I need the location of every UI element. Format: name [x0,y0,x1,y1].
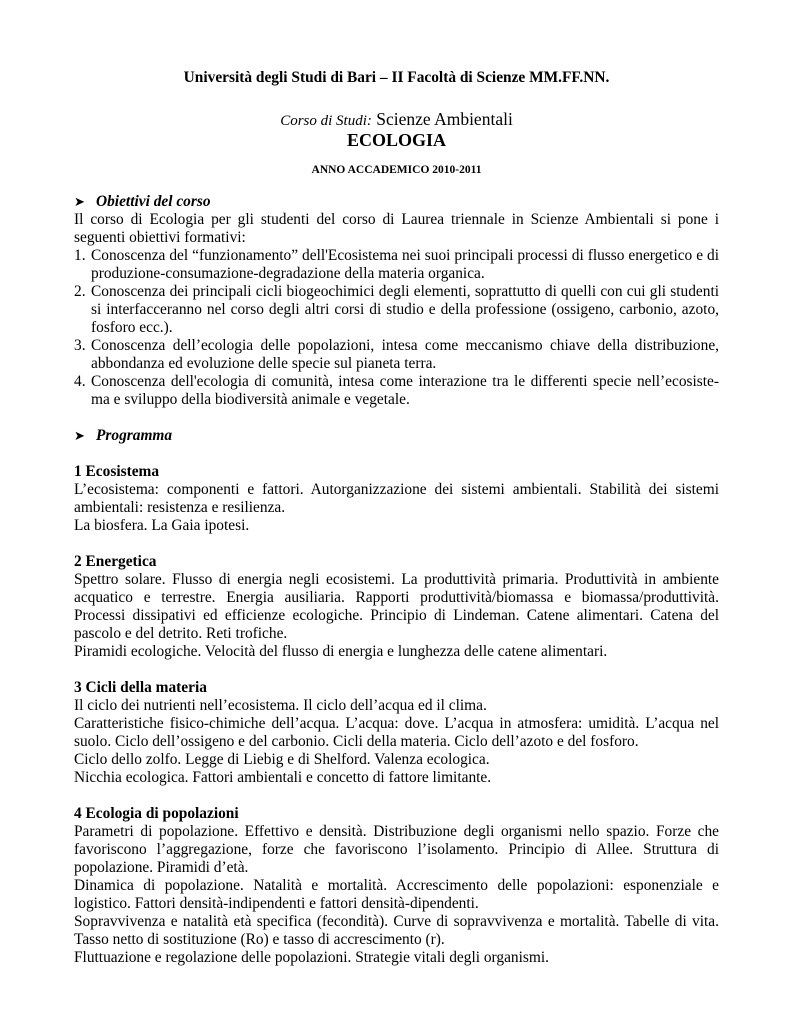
list-item-text: Conoscenza dell'ecologia di comunità, intesa come interazione tra le differenti specie nell’ecosiste-ma e sviluppo della biodiversità animale e vegetale. [91,373,719,408]
list-item-number: 4. [74,373,86,390]
section-paragraph: Ciclo dello zolfo. Legge di Liebig e di Shelford. Valenza ecologica. [74,751,490,768]
list-item-text: Conoscenza dell’ecologia delle popolazioni, intesa come meccanismo chiave della distribuzione, abbondanza ed evoluzione delle specie sul pianeta terra. [91,337,719,372]
section-paragraph: La biosfera. La Gaia ipotesi. [74,517,250,534]
subject-title: ECOLOGIA [346,130,447,150]
section-paragraph: Parametri di popolazione. Effettivo e densità. Distribuzione degli organismi nello spazio. Forze che favoriscono l’aggregazione, forze che favoriscono l’isolamento. Principio di Allee. Struttura di popolazione. Piramidi d’età. [74,823,719,876]
section-ecosistema [74,463,719,535]
objectives-list [74,247,719,409]
section-energetica [74,553,719,661]
arrow-bullet-icon: ➤ [74,194,85,209]
list-item-text: Conoscenza dei principali cicli biogeochimici degli elementi, soprattutto di quelli con cui gli studenti si interfacceranno nel corso degli altri corsi di studio e della professione (ossigeno, carbonio, azoto, fosforo ecc.). [91,283,719,336]
section-title: 2 Energetica [74,553,157,570]
program-heading [74,427,719,445]
list-item [74,373,719,409]
list-item-number: 1. [74,247,86,264]
document-body [74,193,719,967]
objectives-heading [74,193,719,211]
course-line [74,109,719,132]
section-cicli-materia [74,679,719,787]
section-paragraph: Fluttuazione e regolazione delle popolazioni. Strategie vitali degli organismi. [74,949,549,966]
course-name: Scienze Ambientali [376,109,513,129]
program-title: Programma [96,427,173,444]
section-title: 3 Cicli della materia [74,679,207,696]
list-item [74,247,719,283]
section-paragraph: Sopravvivenza e natalità età specifica (fecondità). Curve di sopravvivenza e mortalità. Tabelle di vita. Tasso netto di sostituzione (Ro) e tasso di accrescimento (r). [74,913,719,948]
section-paragraph: Piramidi ecologiche. Velocità del flusso di energia e lunghezza delle catene alimentari. [74,643,608,660]
list-item [74,337,719,373]
course-label: Corso di Studi: [280,113,372,129]
arrow-bullet-icon: ➤ [74,428,85,443]
section-paragraph: Dinamica di popolazione. Natalità e mortalità. Accrescimento delle popolazioni: esponenziale e logistico. Fattori densità-indipendenti e fattori densità-dipendenti. [74,877,719,912]
section-ecologia-popolazioni [74,805,719,967]
section-paragraph: Nicchia ecologica. Fattori ambientali e concetto di fattore limitante. [74,769,492,786]
section-title: 1 Ecosistema [74,463,160,480]
university-heading: Università degli Studi di Bari – II Facoltà di Scienze MM.FF.NN. [183,69,610,86]
objectives-intro: Il corso di Ecologia per gli studenti del corso di Laurea triennale in Scienze Ambientali si pone i seguenti obiettivi formativi: [74,211,719,246]
section-paragraph: L’ecosistema: componenti e fattori. Autorganizzazione dei sistemi ambientali. Stabilità dei sistemi ambientali: resistenza e resilienza. [74,481,719,516]
section-paragraph: Il ciclo dei nutrienti nell’ecosistema. Il ciclo dell’acqua ed il clima. [74,697,487,714]
academic-year: ANNO ACCADEMICO 2010-2011 [311,164,482,176]
section-title: 4 Ecologia di popolazioni [74,805,239,822]
list-item-number: 2. [74,283,86,300]
section-paragraph: Spettro solare. Flusso di energia negli ecosistemi. La produttività primaria. Produttività in ambiente acquatico e terrestre. Energia ausiliaria. Rapporti produttività/biomassa e biomassa/produttività. Processi dissipativi ed efficienze ecologiche. Principio di Lindeman. Catene alimentari. Catena del pascolo e del detrito. Reti trofiche. [74,571,719,642]
list-item-text: Conoscenza del “funzionamento” dell'Ecosistema nei suoi principali processi di flusso energetico e di produzione-consumazione-degradazione della materia organica. [91,247,719,282]
objectives-title: Obiettivi del corso [96,193,211,210]
list-item-number: 3. [74,337,86,354]
section-paragraph: Caratteristiche fisico-chimiche dell’acqua. L’acqua: dove. L’acqua in atmosfera: umidità. L’acqua nel suolo. Ciclo dell’ossigeno e del carbonio. Cicli della materia. Ciclo dell’azoto e del fosforo. [74,715,719,750]
list-item [74,283,719,337]
